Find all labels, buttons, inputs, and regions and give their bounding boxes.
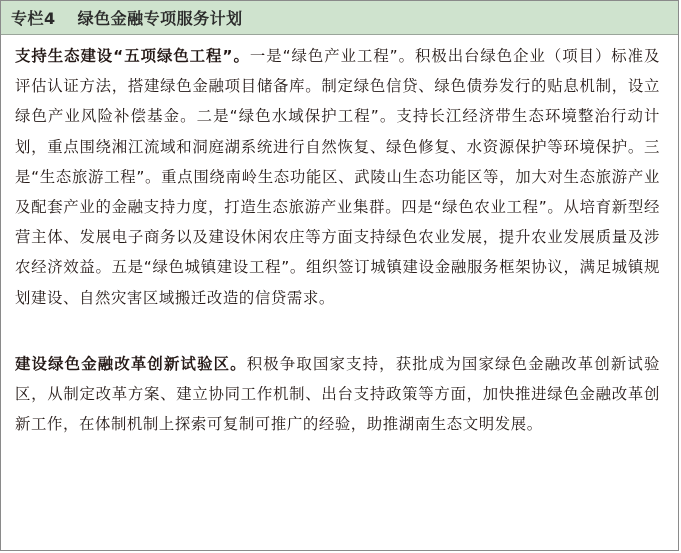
paragraph-lead: 建设绿色金融改革创新试验区。	[15, 354, 247, 373]
paragraph-text: 一是“绿色产业工程”。积极出台绿色企业（项目）标准及评估认证方法，搭建绿色金融项目储备库。制定绿色信贷、绿色债券发行的贴息机制，设立绿色产业风险补偿基金。二是“绿色水域保护工程”。支持长江经济带生态环境整治行动计划，重点围绕湘江流域和洞庭湖系统进行自然恢复、绿色修复、水资源保护等环境保护。三是“生态旅游工程”。重点围绕南岭生态功能区、武陵山生态功能区等，加大对生态旅游产业及配套产业的金融支持力度，打造生态旅游产业集群。四是“绿色农业工程”。从培育新型经营主体、发展电子商务以及建设休闲农庄等方面支持绿色农业发展，提升农业发展质量及涉农经济效益。五是“绿色城镇建设工程”。组织签订城镇建设金融服务框架协议，满足城镇规划建设、自然灾害区域搬迁改造的信贷需求。	[15, 47, 661, 307]
paragraph-gap	[15, 313, 660, 349]
paragraph-pilot-zone	[15, 349, 660, 440]
paragraph-text: 积极争取国家支持，获批成为国家绿色金融改革创新试验区，从制定改革方案、建立协同工作机制、出台支持政策等方面，加快推进绿色金融改革创新工作，在体制机制上探索可复制可推广的经验，助推湖南生态文明发展。	[15, 354, 660, 434]
box-body	[1, 35, 678, 439]
box-label: 专栏4	[11, 9, 56, 28]
paragraph-green-projects	[15, 41, 660, 313]
paragraph-lead: 支持生态建设“五项绿色工程”。	[15, 47, 250, 65]
box-title: 绿色金融专项服务计划	[77, 9, 243, 28]
box-header	[1, 1, 678, 35]
